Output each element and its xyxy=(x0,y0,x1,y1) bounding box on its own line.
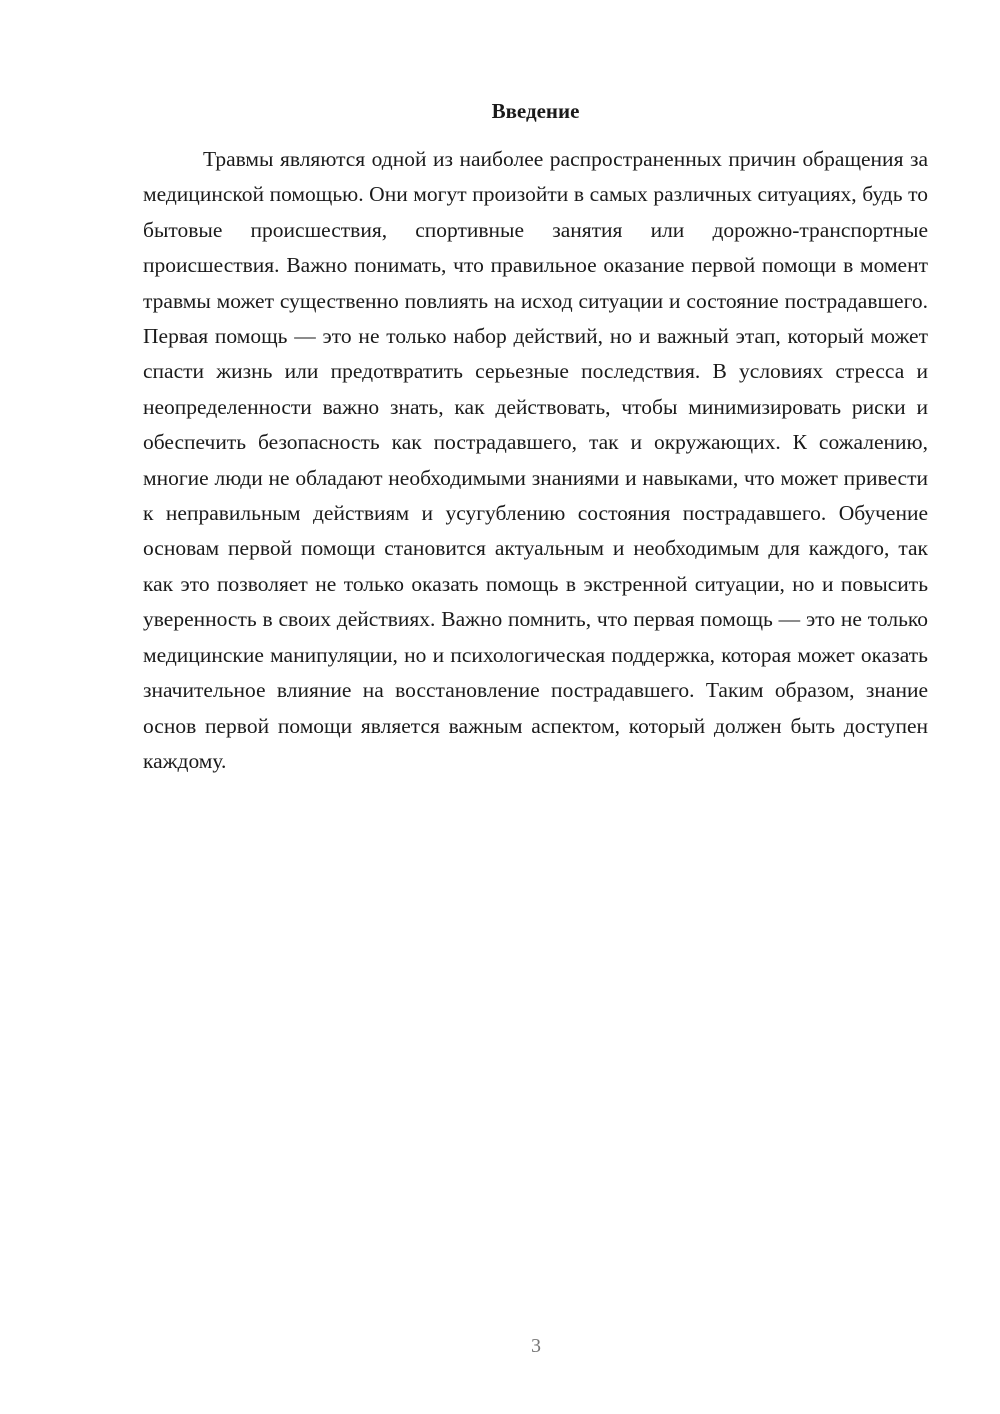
section-heading: Введение xyxy=(491,99,580,123)
body-paragraph: Травмы являются одной из наиболее распространенных причин обращения за медицинской помощью. Они могут произойти в самых различных ситуациях, будь то бытовые происшествия, спортивные занятия или дорожно-транспортные происшествия. Важно понимать, что правильное оказание первой помощи в момент травмы может существенно повлиять на исход ситуации и состояние пострадавшего. Первая помощь — это не только набор действий, но и важный этап, который может спасти жизнь или предотвратить серьезные последствия. В условиях стресса и неопределенности важно знать, как действовать, чтобы минимизировать риски и обеспечить безопасность как пострадавшего, так и окружающих. К сожалению, многие люди не обладают необходимыми знаниями и навыками, что может привести к неправильным действиям и усугублению состояния пострадавшего. Обучение основам первой помощи становится актуальным и необходимым для каждого, так как это позволяет не только оказать помощь в экстренной ситуации, но и повысить уверенность в своих действиях. Важно помнить, что первая помощь — это не только медицинские манипуляции, но и психологическая поддержка, которая может оказать значительное влияние на восстановление пострадавшего. Таким образом, знание основ первой помощи является важным аспектом, который должен быть доступен каждому. xyxy=(143,147,928,773)
page-number: 3 xyxy=(531,1335,541,1357)
